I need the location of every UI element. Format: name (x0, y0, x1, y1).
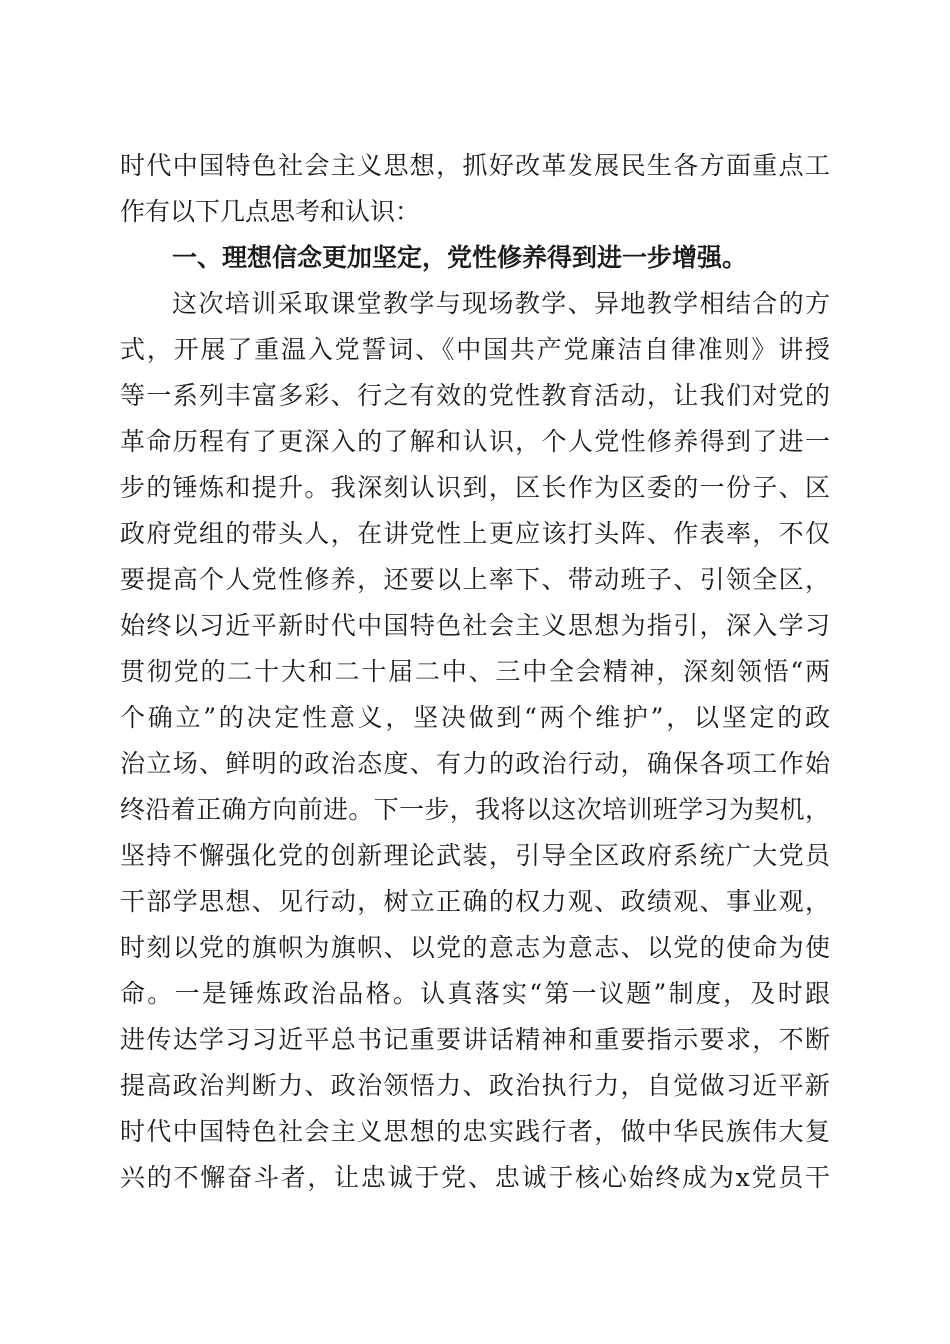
text-line-9: 政府党组的带头人，在讲党性上更应该打头阵、作表率，不仅 (120, 519, 830, 548)
text-line-7: 革命历程有了更深入的了解和认识，个人党性修养得到了进一 (120, 427, 830, 456)
section-heading-1: 一、理想信念更加坚定，党性修养得到进一步增强。 (172, 243, 748, 272)
text-line-17: 干部学思想、见行动，树立正确的权力观、政绩观、事业观， (120, 887, 830, 916)
text-line-15: 终沿着正确方向前进。下一步，我将以这次培训班学习为契机， (120, 795, 830, 824)
text-line-2: 作有以下几点思考和认识： (120, 197, 421, 226)
text-line-20: 进传达学习习近平总书记重要讲话精神和重要指示要求，不断 (120, 1025, 830, 1054)
text-line-12: 贯彻党的二十大和二十届二中、三中全会精神，深刻领悟“两 (120, 657, 830, 686)
text-line-13: 个确立”的决定性意义，坚决做到“两个维护”，以坚定的政 (120, 703, 830, 732)
text-line-6: 等一系列丰富多彩、行之有效的党性教育活动，让我们对党的 (120, 381, 830, 410)
text-line-16: 坚持不懈强化党的创新理论武装，引导全区政府系统广大党员 (120, 841, 830, 870)
document-body (120, 143, 830, 1201)
text-line-21: 提高政治判断力、政治领悟力、政治执行力，自觉做习近平新 (120, 1071, 830, 1100)
text-line-8: 步的锤炼和提升。我深刻认识到，区长作为区委的一份子、区 (120, 473, 830, 502)
text-line-11: 始终以习近平新时代中国特色社会主义思想为指引，深入学习 (120, 611, 830, 640)
text-line-1: 时代中国特色社会主义思想，抓好改革发展民生各方面重点工 (120, 151, 830, 180)
text-line-22: 时代中国特色社会主义思想的忠实践行者，做中华民族伟大复 (120, 1117, 830, 1146)
text-line-5: 式，开展了重温入党誓词、《中国共产党廉洁自律准则》讲授 (120, 335, 830, 364)
text-line-19: 命。一是锤炼政治品格。认真落实“第一议题”制度，及时跟 (120, 979, 830, 1008)
text-line-4: 这次培训采取课堂教学与现场教学、异地教学相结合的方 (172, 289, 830, 318)
text-line-18: 时刻以党的旗帜为旗帜、以党的意志为意志、以党的使命为使 (120, 933, 830, 962)
text-line-10: 要提高个人党性修养，还要以上率下、带动班子、引领全区， (120, 565, 830, 594)
text-line-23: 兴的不懈奋斗者，让忠诚于党、忠诚于核心始终成为x党员干 (120, 1163, 830, 1192)
text-line-14: 治立场、鲜明的政治态度、有力的政治行动，确保各项工作始 (120, 749, 830, 778)
